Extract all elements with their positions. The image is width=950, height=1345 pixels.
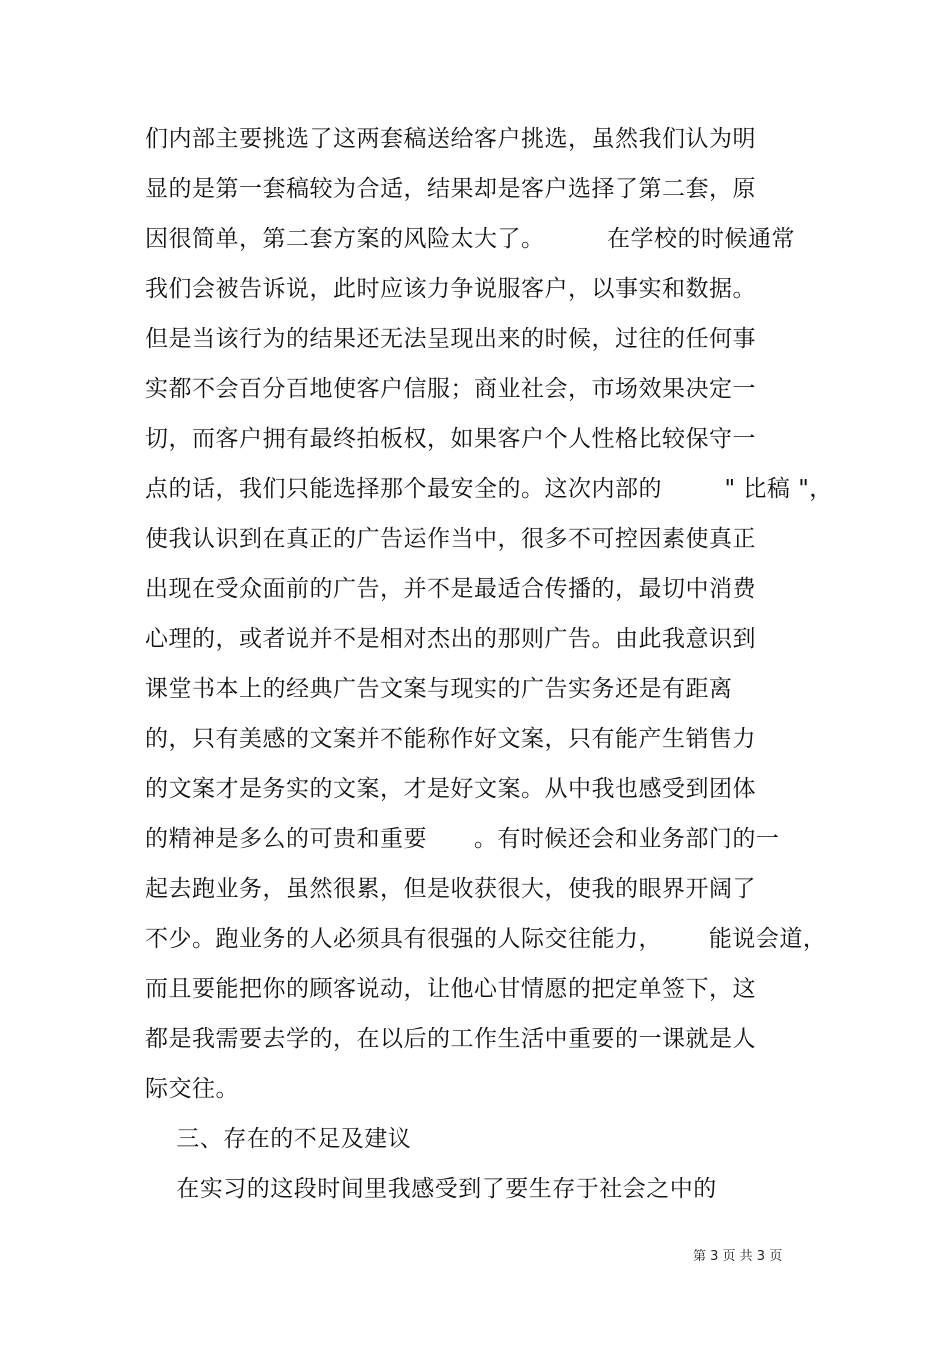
text-line: 的，只有美感的文案并不能称作好文案，只有能产生销售力 — [145, 726, 756, 752]
section-heading: 三、存在的不足及建议 — [145, 1126, 412, 1152]
text-line: 我们会被告诉说，此时应该力争说服客户，以事实和数据。 — [145, 276, 756, 302]
text-line: 的精神是多么的可贵和重要 。有时候还会和业务部门的一 — [145, 826, 780, 852]
text-line: 但是当该行为的结果还无法呈现出来的时候，过往的任何事 — [145, 326, 756, 352]
page-number: 第 3 页 共 3 页 — [693, 1249, 783, 1264]
text-line: 在实习的这段时间里我感受到了要生存于社会之中的 — [145, 1176, 717, 1202]
text-line: 而且要能把你的顾客说动，让他心甘情愿的把定单签下，这 — [145, 976, 756, 1002]
text-line: 切，而客户拥有最终拍板权，如果客户个人性格比较保守一 — [145, 426, 756, 452]
text-line: 的文案才是务实的文案，才是好文案。从中我也感受到团体 — [145, 776, 756, 802]
text-line: 心理的，或者说并不是相对杰出的那则广告。由此我意识到 — [145, 626, 756, 652]
text-line: 课堂书本上的经典广告文案与现实的广告实务还是有距离 — [145, 676, 733, 702]
text-line: 点的话，我们只能选择那个最安全的。这次内部的 " 比稿 "， — [145, 476, 833, 502]
text-line: 因很简单，第二套方案的风险太大了。 在学校的时候通常 — [145, 226, 795, 252]
text-line: 起去跑业务，虽然很累，但是收获很大，使我的眼界开阔了 — [145, 876, 756, 902]
text-line: 都是我需要去学的，在以后的工作生活中重要的一课就是人 — [145, 1026, 756, 1052]
text-line: 们内部主要挑选了这两套稿送给客户挑选，虽然我们认为明 — [145, 126, 756, 152]
text-line: 实都不会百分百地使客户信服；商业社会，市场效果决定一 — [145, 376, 756, 402]
text-line: 出现在受众面前的广告，并不是最适合传播的，最切中消费 — [145, 576, 756, 602]
text-line: 显的是第一套稿较为合适，结果却是客户选择了第二套，原 — [145, 176, 756, 202]
text-line: 际交往。 — [145, 1076, 239, 1102]
text-line: 不少。跑业务的人必须具有很强的人际交往能力， 能说会道， — [145, 926, 827, 952]
text-line: 使我认识到在真正的广告运作当中，很多不可控因素使真正 — [145, 526, 756, 552]
